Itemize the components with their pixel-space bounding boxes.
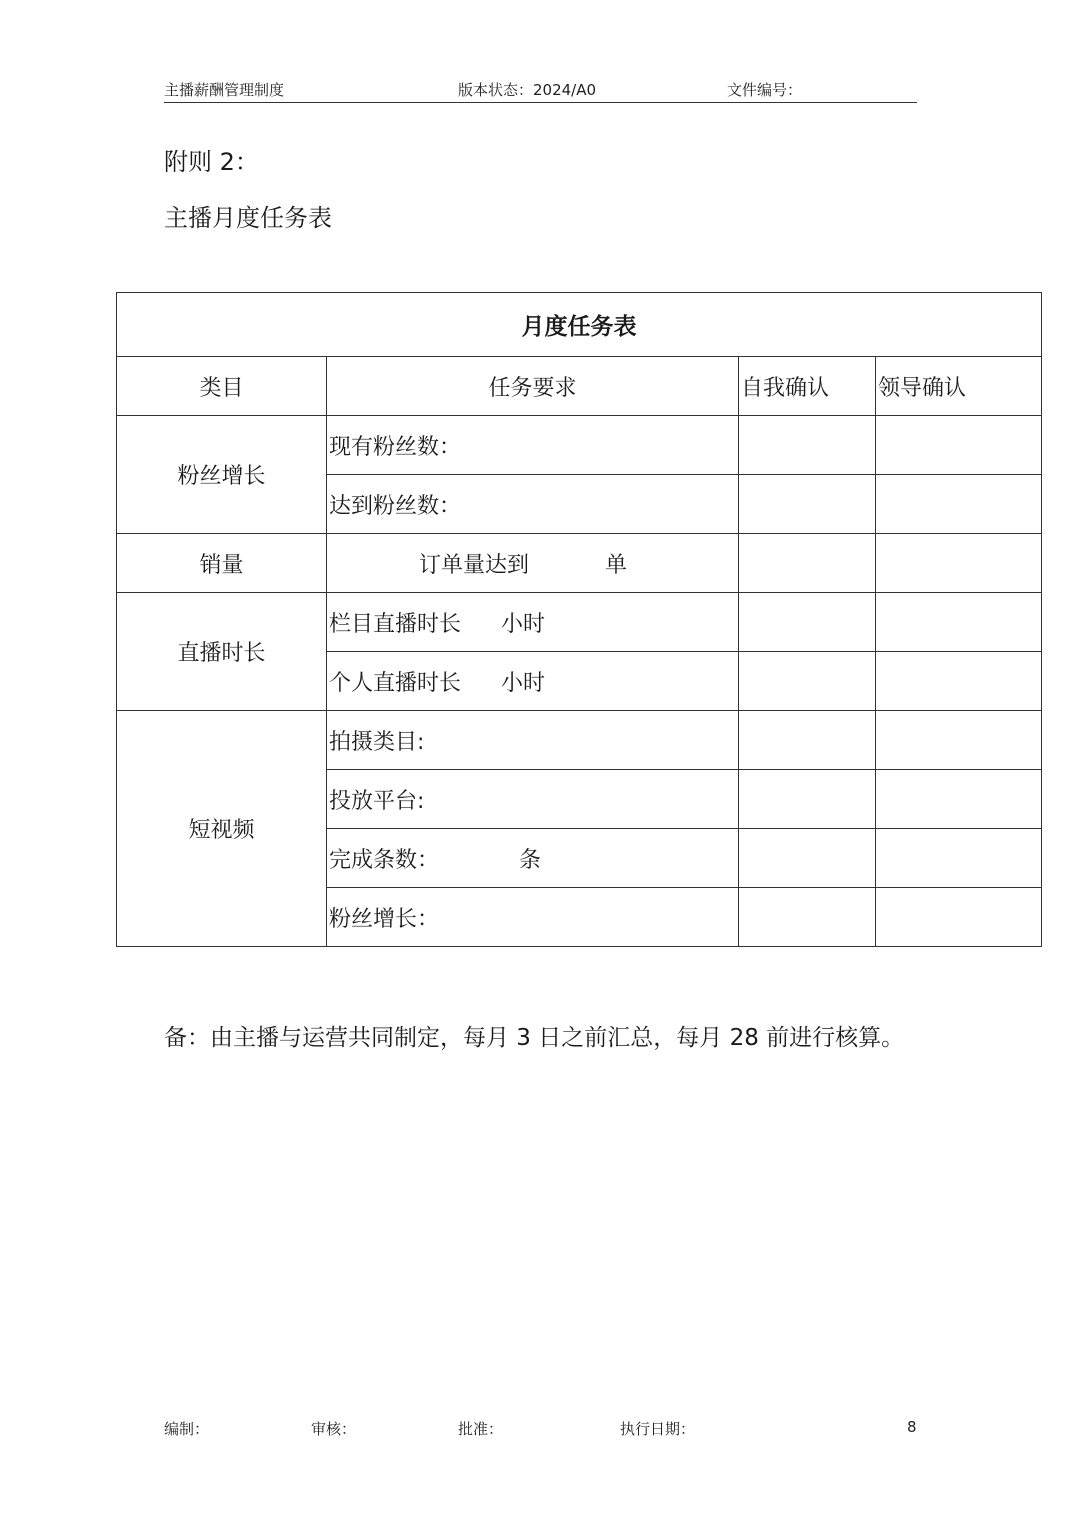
req-current-fans: 现有粉丝数： — [327, 416, 739, 475]
note-text: 备：由主播与运营共同制定，每月 3 日之前汇总，每月 28 前进行核算。 — [164, 1025, 905, 1051]
leader-confirm-cell[interactable] — [876, 888, 1042, 947]
req-video-count-unit: 条 — [519, 847, 542, 873]
self-confirm-cell[interactable] — [739, 593, 876, 652]
self-confirm-cell[interactable] — [739, 770, 876, 829]
self-confirm-cell[interactable] — [739, 416, 876, 475]
footer-editor: 编制： — [164, 1420, 210, 1438]
category-sales: 销量 — [117, 534, 327, 593]
req-column-live — [327, 593, 739, 652]
leader-confirm-cell[interactable] — [876, 829, 1042, 888]
table-title-row — [117, 293, 1042, 357]
leader-confirm-cell[interactable] — [876, 711, 1042, 770]
page-header — [164, 74, 917, 103]
col-header-leader-confirm: 领导确认 — [876, 357, 1042, 416]
table-subtitle: 主播月度任务表 — [164, 204, 332, 232]
footer-exec-date: 执行日期： — [620, 1420, 696, 1438]
self-confirm-cell[interactable] — [739, 711, 876, 770]
req-personal-live-unit: 小时 — [501, 670, 546, 696]
table-row — [117, 711, 1042, 770]
header-version: 版本状态：2024/A0 — [458, 81, 597, 99]
category-fans: 粉丝增长 — [117, 416, 327, 534]
footer-reviewer: 审核： — [311, 1420, 357, 1438]
table-row — [117, 416, 1042, 475]
self-confirm-cell[interactable] — [739, 888, 876, 947]
header-file-no: 文件编号： — [727, 81, 803, 99]
col-header-self-confirm: 自我确认 — [739, 357, 876, 416]
table-row — [117, 534, 1042, 593]
req-video-count-label: 完成条数： — [329, 847, 440, 873]
self-confirm-cell[interactable] — [739, 534, 876, 593]
req-orders-label: 订单量达到 — [419, 552, 530, 578]
col-header-requirement: 任务要求 — [327, 357, 739, 416]
category-short-video: 短视频 — [117, 711, 327, 947]
self-confirm-cell[interactable] — [739, 652, 876, 711]
leader-confirm-cell[interactable] — [876, 416, 1042, 475]
category-live-duration: 直播时长 — [117, 593, 327, 711]
req-orders-unit: 单 — [605, 552, 628, 578]
header-doc-title: 主播薪酬管理制度 — [164, 81, 285, 99]
req-orders — [327, 534, 739, 593]
leader-confirm-cell[interactable] — [876, 593, 1042, 652]
self-confirm-cell[interactable] — [739, 829, 876, 888]
page-number: 8 — [907, 1418, 917, 1436]
req-column-live-label: 栏目直播时长 — [329, 611, 462, 637]
appendix-label: 附则 2： — [164, 148, 259, 176]
self-confirm-cell[interactable] — [739, 475, 876, 534]
req-video-fans: 粉丝增长： — [327, 888, 739, 947]
leader-confirm-cell[interactable] — [876, 770, 1042, 829]
req-target-fans: 达到粉丝数： — [327, 475, 739, 534]
table-header-row — [117, 357, 1042, 416]
col-header-category: 类目 — [117, 357, 327, 416]
leader-confirm-cell[interactable] — [876, 475, 1042, 534]
leader-confirm-cell[interactable] — [876, 652, 1042, 711]
req-personal-live — [327, 652, 739, 711]
monthly-task-table — [116, 292, 1042, 947]
req-video-count — [327, 829, 739, 888]
req-shoot-category: 拍摄类目: — [327, 711, 739, 770]
req-personal-live-label: 个人直播时长 — [329, 670, 462, 696]
table-row — [117, 593, 1042, 652]
req-platform: 投放平台: — [327, 770, 739, 829]
leader-confirm-cell[interactable] — [876, 534, 1042, 593]
table-title: 月度任务表 — [117, 293, 1042, 357]
req-column-live-unit: 小时 — [501, 611, 546, 637]
footer-approver: 批准： — [458, 1420, 504, 1438]
